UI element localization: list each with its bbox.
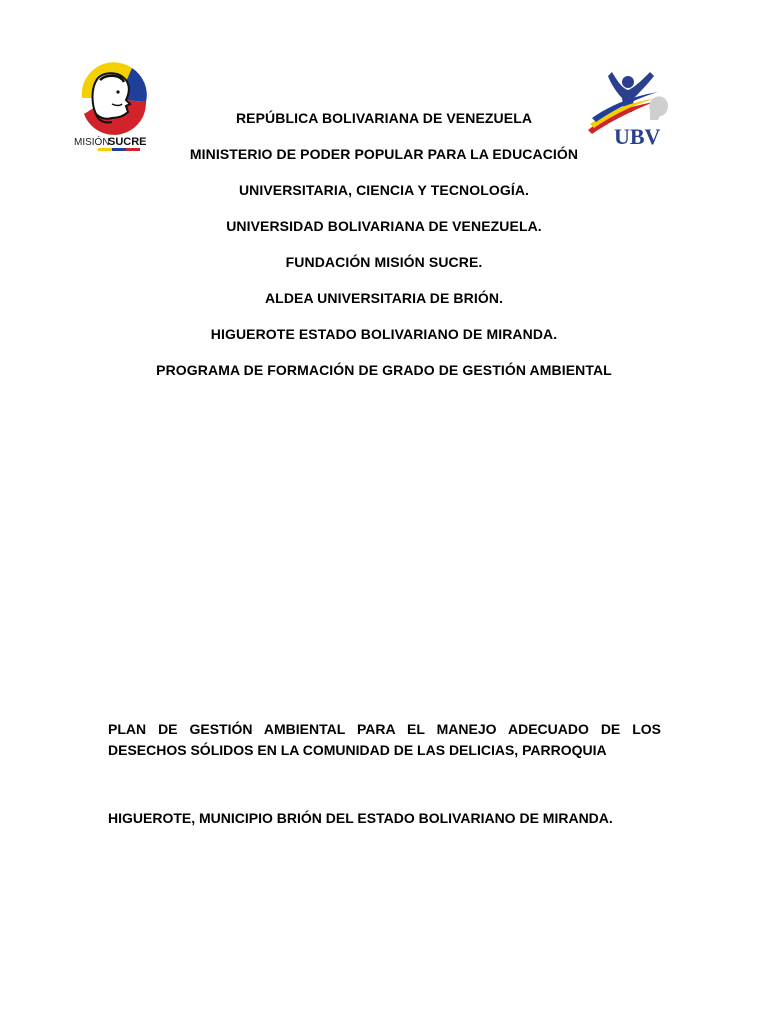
document-title-line-2: DESECHOS SÓLIDOS EN LA COMUNIDAD DE LAS DELICIAS, PARROQUIA: [108, 742, 607, 758]
header-line-aldea: ALDEA UNIVERSITARIA DE BRIÓN.: [264, 290, 504, 306]
header-line-program: PROGRAMA DE FORMACIÓN DE GRADO DE GESTIÓN AMBIENTAL: [156, 362, 612, 378]
header-line-republic: REPÚBLICA BOLIVARIANA DE VENEZUELA: [235, 110, 533, 126]
header-line-foundation: FUNDACIÓN MISIÓN SUCRE.: [285, 254, 483, 270]
header-line-university: UNIVERSIDAD BOLIVARIANA DE VENEZUELA.: [226, 218, 542, 234]
document-title-line-1: PLAN DE GESTIÓN AMBIENTAL PARA EL MANEJO ADECUADO DE LOS: [108, 721, 661, 737]
header-line-ministry-cont: UNIVERSITARIA, CIENCIA Y TECNOLOGÍA.: [238, 182, 530, 198]
mision-sucre-emblem-icon: [72, 58, 154, 154]
document-location: HIGUEROTE, MUNICIPIO BRIÓN DEL ESTADO BOLIVARIANO DE MIRANDA.: [108, 810, 613, 826]
header-line-ministry: MINISTERIO DE PODER POPULAR PARA LA EDUCACIÓN: [189, 146, 579, 162]
header-line-location: HIGUEROTE ESTADO BOLIVARIANO DE MIRANDA.: [210, 326, 558, 342]
document-title: [108, 719, 661, 761]
sucre-text: SUCRE: [108, 136, 147, 148]
ubv-text: UBV: [614, 124, 661, 149]
mision-sucre-logo: [72, 58, 154, 154]
ubv-emblem-icon: [584, 68, 680, 150]
ubv-logo: [584, 68, 680, 150]
mision-text: MISIÓN: [74, 137, 110, 148]
